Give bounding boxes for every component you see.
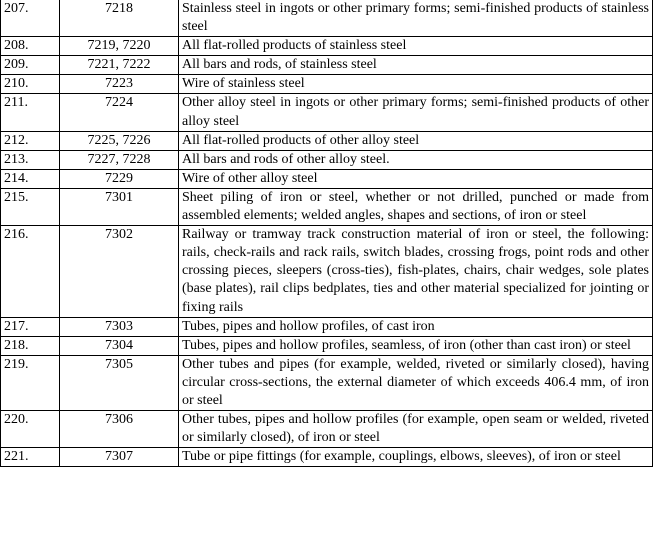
row-number: 214. [1,169,60,188]
hs-code: 7303 [60,317,179,336]
table-row [1,336,653,355]
description: Tubes, pipes and hollow profiles, of cast iron [179,317,653,336]
hs-code: 7221, 7222 [60,56,179,75]
table-row [1,131,653,150]
hs-code: 7218 [60,0,179,37]
row-number: 220. [1,411,60,448]
hs-code: 7305 [60,355,179,410]
table-row [1,411,653,448]
description: Wire of other alloy steel [179,169,653,188]
row-number: 213. [1,150,60,169]
hs-code: 7224 [60,94,179,131]
table-row [1,355,653,410]
row-number: 219. [1,355,60,410]
table-row [1,169,653,188]
hs-code: 7302 [60,226,179,317]
hs-code: 7219, 7220 [60,37,179,56]
hs-code: 7307 [60,448,179,467]
row-number: 208. [1,37,60,56]
hs-code: 7304 [60,336,179,355]
row-number: 218. [1,336,60,355]
description: Tube or pipe fittings (for example, couplings, elbows, sleeves), of iron or steel [179,448,653,467]
description: All bars and rods, of stainless steel [179,56,653,75]
description: Tubes, pipes and hollow profiles, seamless, of iron (other than cast iron) or steel [179,336,653,355]
hs-code: 7225, 7226 [60,131,179,150]
description: All bars and rods of other alloy steel. [179,150,653,169]
description: All flat-rolled products of stainless steel [179,37,653,56]
row-number: 211. [1,94,60,131]
table-row [1,317,653,336]
hs-code: 7227, 7228 [60,150,179,169]
row-number: 215. [1,188,60,225]
row-number: 209. [1,56,60,75]
table-row [1,0,653,37]
description: Stainless steel in ingots or other primary forms; semi-finished products of stainless steel [179,0,653,37]
description: Other alloy steel in ingots or other primary forms; semi-finished products of other alloy steel [179,94,653,131]
table-row [1,37,653,56]
row-number: 207. [1,0,60,37]
hs-code: 7229 [60,169,179,188]
description: Other tubes, pipes and hollow profiles (for example, open seam or welded, riveted or similarly closed), of iron or steel [179,411,653,448]
description: Other tubes and pipes (for example, welded, riveted or similarly closed), having circular cross-sections, the external diameter of which exceeds 406.4 mm, of iron or steel [179,355,653,410]
description: Wire of stainless steel [179,75,653,94]
row-number: 221. [1,448,60,467]
description: Railway or tramway track construction material of iron or steel, the following: rails, check-rails and rack rails, switch blades, crossing frogs, point rods and other crossing pieces, sleepers (cross-ties), fish-plates, chairs, chair wedges, sole plates (base plates), rail clips bedplates, ties and other material specialized for jointing or fixing rails [179,226,653,317]
row-number: 210. [1,75,60,94]
table-row [1,150,653,169]
table-row [1,188,653,225]
hs-code: 7223 [60,75,179,94]
description: All flat-rolled products of other alloy steel [179,131,653,150]
table-row [1,94,653,131]
table-row [1,226,653,317]
description: Sheet piling of iron or steel, whether or not drilled, punched or made from assembled elements; welded angles, shapes and sections, of iron or steel [179,188,653,225]
table-row [1,75,653,94]
hs-code: 7306 [60,411,179,448]
table-row [1,56,653,75]
row-number: 212. [1,131,60,150]
hs-code: 7301 [60,188,179,225]
row-number: 217. [1,317,60,336]
table-row [1,448,653,467]
row-number: 216. [1,226,60,317]
